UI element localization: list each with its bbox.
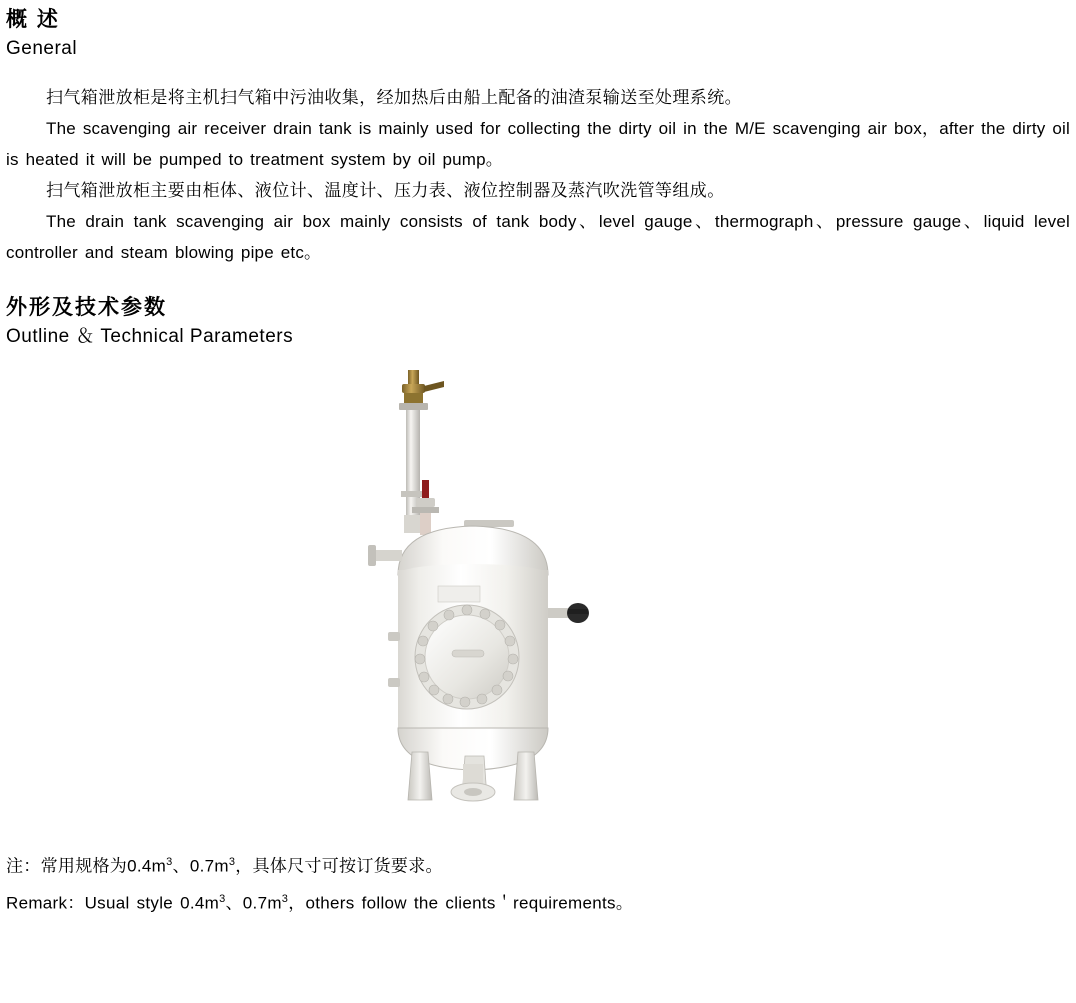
paragraph-en-2: The drain tank scavenging air box mainly consists of tank body、level gauge、thermograph、pressure gauge、liquid level controller and steam blowing pipe etc。 [6, 212, 1070, 262]
right-nozzle-icon [548, 608, 570, 618]
remark-line-cn [6, 846, 1070, 883]
section-general-title-en: General [6, 38, 78, 59]
remark-cn-part2: 、0.7m [172, 856, 229, 876]
section-outline-title-en: Outline ＆ Technical Parameters [6, 326, 294, 347]
paragraph-en-1: The scavenging air receiver drain tank is mainly used for collecting the dirty oil in the M/E scavenging air box，after the dirty oil is heated it will be pumped to treatment system by oil pump。 [6, 119, 1070, 169]
relief-valve-body-icon [416, 498, 435, 507]
relief-valve-neck-icon [420, 513, 431, 535]
support-leg-left [408, 752, 432, 800]
relief-valve-stem-icon [422, 480, 429, 498]
valve-handle-icon [424, 381, 444, 392]
section-outline-title-cn: 外形及技术参数 [6, 296, 167, 319]
remark-en-part1: Remark：Usual style 0.4m [6, 893, 220, 913]
left-lug-lower-icon [388, 678, 400, 687]
bottom-drain-bore [464, 788, 482, 796]
paragraph-cn-2: 扫气箱泄放柜主要由柜体、液位计、温度计、压力表、液位控制器及蒸汽吹洗管等组成。 [46, 181, 725, 200]
remark-en-sup1: 3 [219, 892, 226, 905]
remark-en-sup2: 3 [281, 892, 289, 905]
paragraph-cn-1: 扫气箱泄放柜是将主机扫气箱中污油收集，经加热后由船上配备的油渣泵输送至处理系统。 [46, 88, 742, 107]
support-leg-right [514, 752, 538, 800]
left-nozzle-flange-icon [368, 545, 376, 566]
remark-cn-part3: ，具体尺寸可按订货要求。 [235, 856, 443, 876]
valve-flange-icon [399, 403, 428, 410]
section-general-body [6, 82, 1070, 268]
top-valve-stem-icon [408, 370, 419, 384]
relief-valve-flange-icon [412, 507, 439, 513]
valve-lower-icon [404, 393, 423, 403]
product-figure-inner [368, 360, 708, 825]
remark-cn-sup2: 3 [228, 856, 236, 868]
remark-line-en [6, 883, 1070, 920]
remark-en-part2: 、0.7m [225, 893, 282, 913]
product-figure [6, 360, 1070, 830]
remark-en-part3: ，others follow the clients＇requirements。 [288, 893, 634, 913]
remark-block [6, 846, 1070, 919]
top-valve-body-icon [402, 384, 425, 393]
manhole-handle-icon [452, 650, 484, 657]
nameplate [438, 586, 480, 602]
remark-cn-part1: 注：常用规格为0.4m [6, 856, 167, 876]
handwheel-spoke-icon [568, 609, 588, 614]
section-general-title-cn: 概 述 [6, 8, 60, 31]
pipe-base-icon [404, 515, 422, 533]
remark-cn-sup1: 3 [166, 856, 173, 868]
document-page [0, 6, 1076, 1003]
section-general [6, 6, 1070, 268]
left-nozzle-icon [372, 550, 402, 561]
left-lug-upper-icon [388, 632, 400, 641]
drain-tank-illustration [368, 360, 708, 820]
section-outline [6, 294, 1070, 350]
